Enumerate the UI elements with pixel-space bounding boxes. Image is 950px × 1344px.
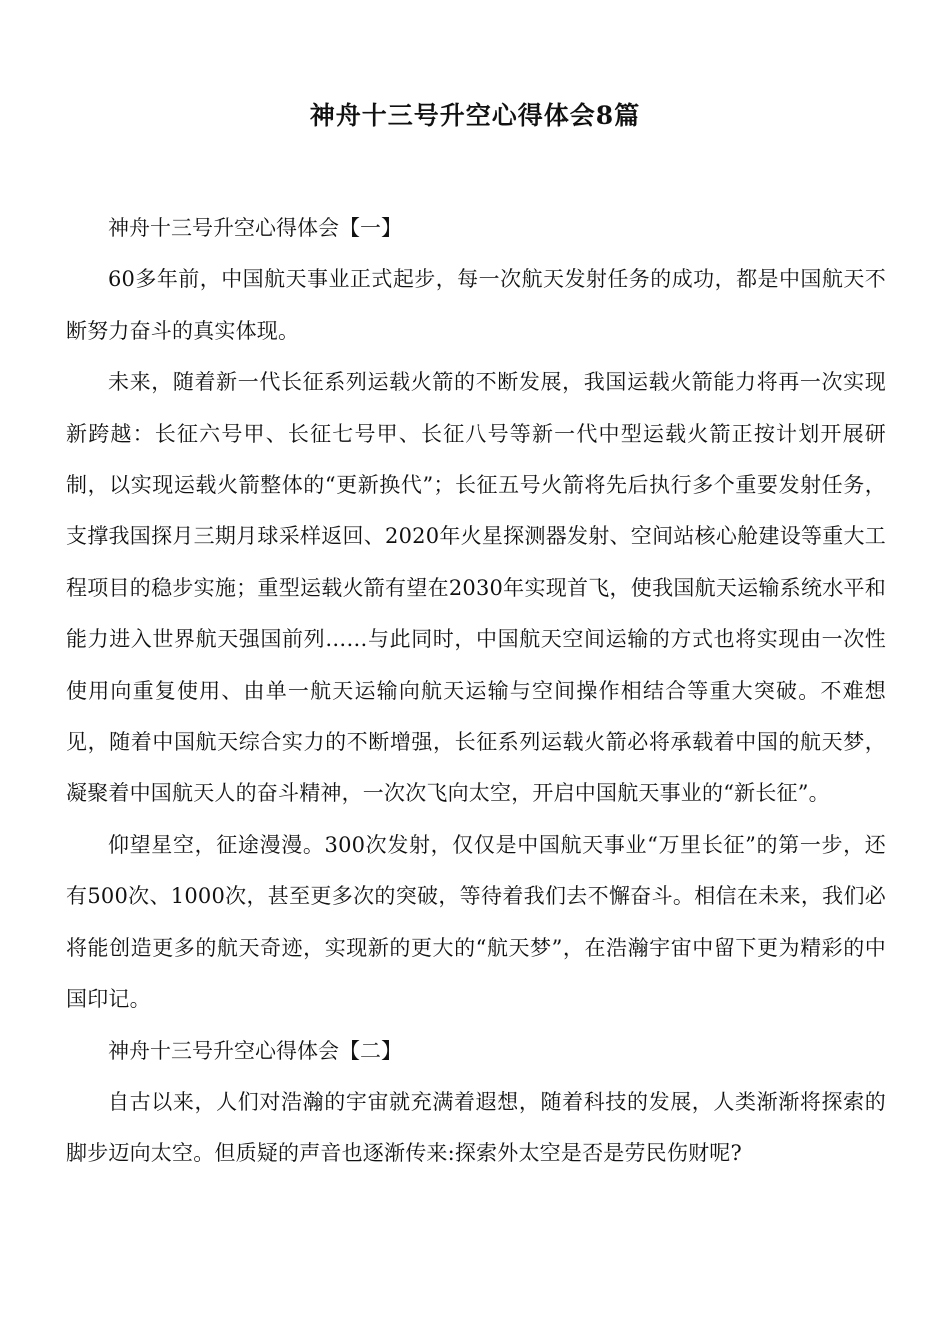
- document-title: 神舟十三号升空心得体会8篇: [309, 101, 641, 130]
- paragraph: 自古以来，人们对浩瀚的宇宙就充满着遐想，随着科技的发展，人类渐渐将探索的脚步迈向太空。但质疑的声音也逐渐传来:探索外太空是否是劳民伤财呢?: [66, 1089, 886, 1166]
- section-heading: 神舟十三号升空心得体会【一】: [108, 216, 402, 240]
- paragraph: 仰望星空，征途漫漫。300次发射，仅仅是中国航天事业“万里长征”的第一步，还有500次、1000次，甚至更多次的突破，等待着我们去不懈奋斗。相信在未来，我们必将能创造更多的航天奇迹，实现新的更大的“航天梦”，在浩瀚宇宙中留下更为精彩的中国印记。: [66, 832, 886, 1012]
- section-1: [66, 203, 886, 1026]
- section-2: [66, 1026, 886, 1180]
- paragraph: 60多年前，中国航天事业正式起步，每一次航天发射任务的成功，都是中国航天不断努力奋斗的真实体现。: [66, 267, 886, 343]
- document-body: [66, 203, 886, 1180]
- section-heading: 神舟十三号升空心得体会【二】: [108, 1038, 402, 1063]
- paragraph: 未来，随着新一代长征系列运载火箭的不断发展，我国运载火箭能力将再一次实现新跨越：长征六号甲、长征七号甲、长征八号等新一代中型运载火箭正按计划开展研制，以实现运载火箭整体的“更新换代”；长征五号火箭将先后执行多个重要发射任务，支撑我国探月三期月球采样返回、2020年火星探测器发射、空间站核心舱建设等重大工程项目的稳步实施；重型运载火箭有望在2030年实现首飞，使我国航天运输系统水平和能力进入世界航天强国前列……与此同时，中国航天空间运输的方式也将实现由一次性使用向重复使用、由单一航天运输向航天运输与空间操作相结合等重大突破。不难想见，随着中国航天综合实力的不断增强，长征系列运载火箭必将承载着中国的航天梦，凝聚着中国航天人的奋斗精神，一次次飞向太空，开启中国航天事业的“新长征”。: [66, 370, 886, 806]
